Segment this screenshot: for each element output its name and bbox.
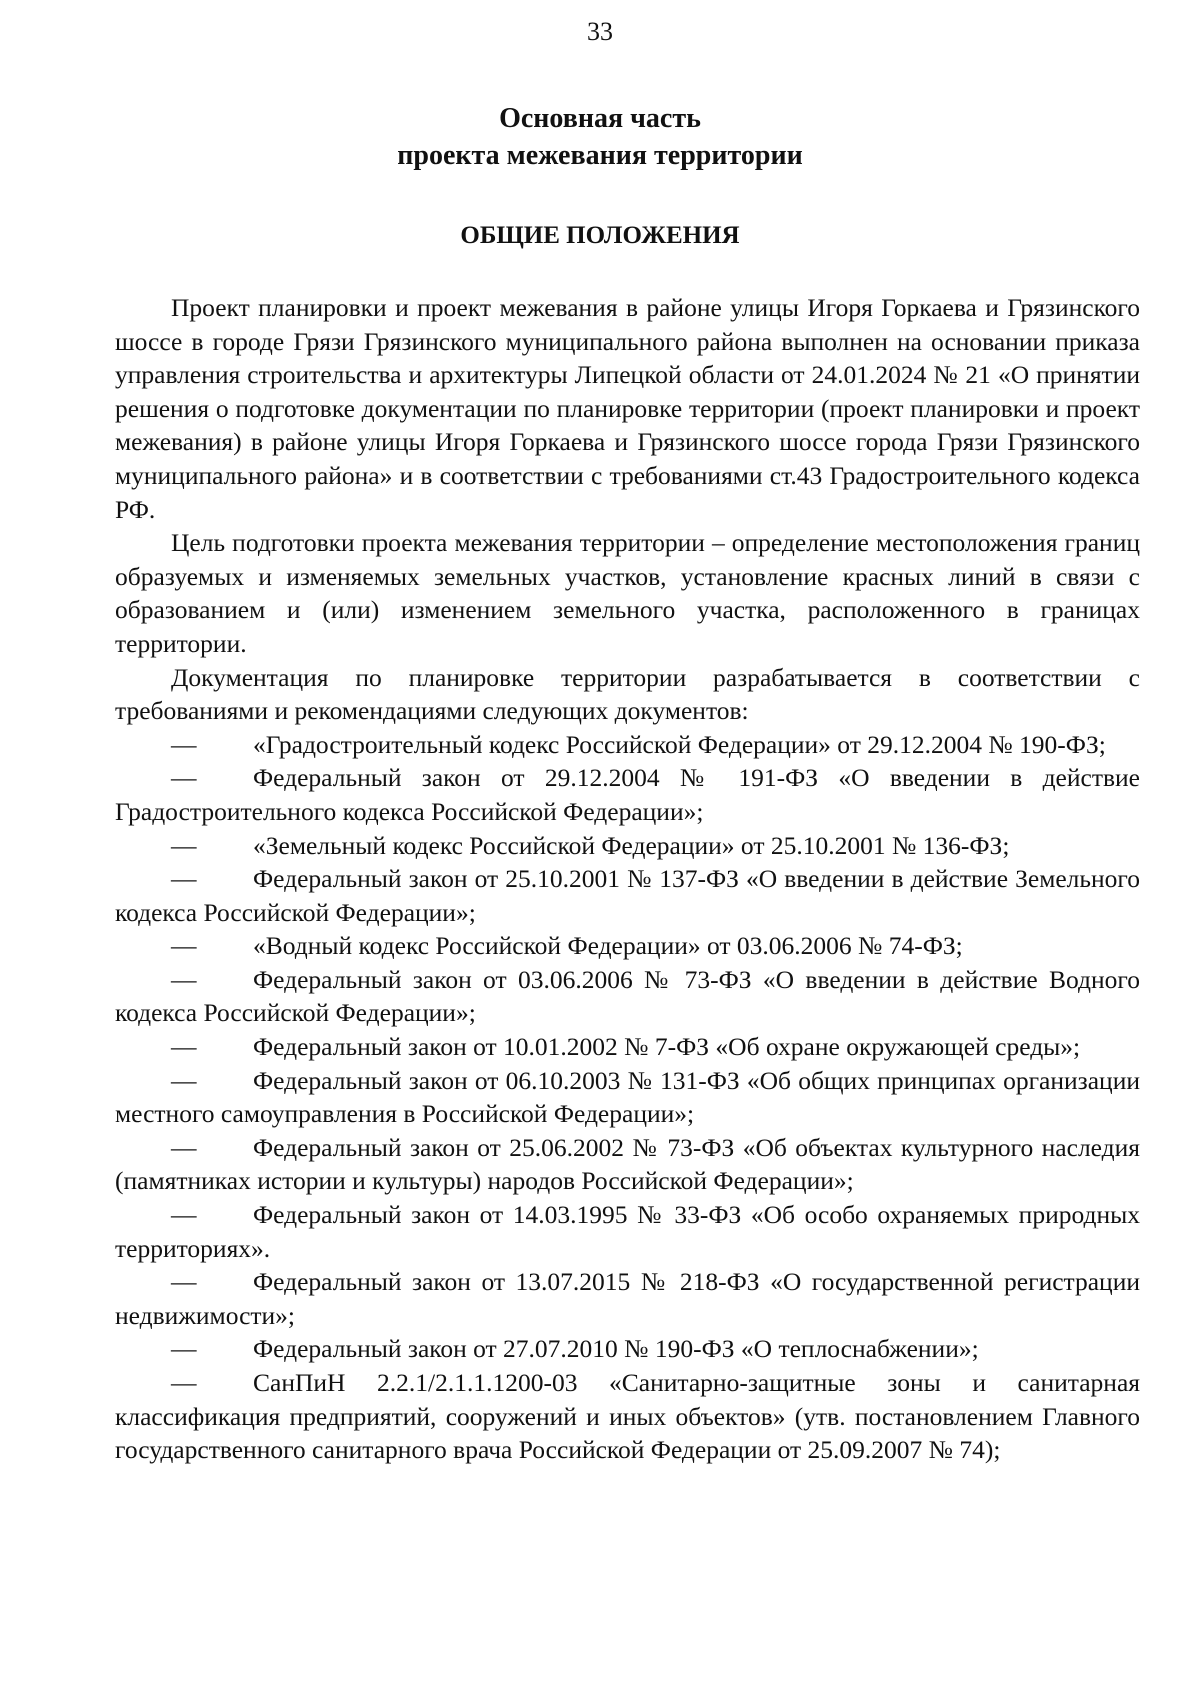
list-dash: — — [171, 1065, 197, 1095]
list-item — [115, 1366, 1140, 1467]
list-dash: — — [171, 1334, 197, 1364]
list-dash: — — [171, 1032, 197, 1062]
page-number: 33 — [587, 17, 613, 46]
list-item-text: СанПиН 2.2.1/2.1.1.1200-03 «Санитарно-защитные зоны и санитарная классификация предприятий, сооружений и иных объектов» (утв. постановлением Главного государственного санитарного врача Российской Федерации от 25.09.2007 № 74); — [115, 1368, 1140, 1465]
section-heading: ОБЩИЕ ПОЛОЖЕНИЯ — [460, 222, 740, 249]
list-dash: — — [171, 1132, 197, 1162]
document-body — [115, 291, 1140, 1467]
paragraph-3: Документация по планировке территории разрабатывается в соответствии с требованиями и рекомендациями следующих документов: — [115, 662, 1140, 726]
list-item-text: «Градостроительный кодекс Российской Федерации» от 29.12.2004 № 190-ФЗ; — [253, 729, 1106, 759]
list-item — [115, 929, 1140, 963]
list-item-text: Федеральный закон от 29.12.2004 № 191-ФЗ «О введении в действие Градостроительного кодекса Российской Федерации»; — [115, 763, 1140, 826]
title-line-1: Основная часть — [499, 103, 701, 134]
paragraph-2: Цель подготовки проекта межевания территории – определение местоположения границ образуемых и изменяемых земельных участков, установление красных линий в связи с образованием и (или) изменением земельного участка, расположенного в границах территории. — [115, 528, 1140, 658]
list-dash: — — [171, 1267, 197, 1297]
list-item-text: «Земельный кодекс Российской Федерации» от 25.10.2001 № 136-ФЗ; — [253, 830, 1010, 860]
title-line-2: проекта межевания территории — [397, 140, 803, 171]
list-item-text: Федеральный закон от 25.06.2002 № 73-ФЗ «Об объектах культурного наследия (памятниках истории и культуры) народов Российской Федерации»; — [115, 1132, 1140, 1196]
paragraph-1: Проект планировки и проект межевания в районе улицы Игоря Горкаева и Грязинского шоссе в городе Грязи Грязинского муниципального района выполнен на основании приказа управления строительства и архитектуры Липецкой области от 24.01.2024 № 21 «О принятии решения о подготовке документации по планировке территории (проект планировки и проект межевания) в районе улицы Игоря Горкаева и Грязинского шоссе города Грязи Грязинского муниципального района» и в соответствии с требованиями ст.43 Градостроительного кодекса РФ. — [115, 293, 1140, 524]
list-item — [115, 829, 1140, 863]
list-item-text: Федеральный закон от 06.10.2003 № 131-ФЗ «Об общих принципах организации местного самоуправления в Российской Федерации»; — [115, 1065, 1140, 1129]
list-item-text: Федеральный закон от 03.06.2006 № 73-ФЗ «О введении в действие Водного кодекса Российской Федерации»; — [115, 964, 1140, 1028]
list-item — [115, 1198, 1140, 1265]
list-item-text: Федеральный закон от 10.01.2002 № 7-ФЗ «Об охране окружающей среды»; — [253, 1032, 1081, 1062]
list-item — [115, 862, 1140, 929]
list-item — [115, 728, 1140, 762]
list-item — [115, 1131, 1140, 1198]
list-dash: — — [171, 830, 197, 860]
list-item — [115, 1064, 1140, 1131]
list-dash: — — [171, 1368, 197, 1397]
list-item-text: Федеральный закон от 14.03.1995 № 33-ФЗ «Об особо охраняемых природных территориях». — [115, 1200, 1140, 1263]
list-dash: — — [171, 763, 197, 793]
list-dash: — — [171, 729, 197, 759]
list-item-text: Федеральный закон от 27.07.2010 № 190-ФЗ «О теплоснабжении»; — [253, 1334, 979, 1364]
list-dash: — — [171, 931, 197, 961]
document-title — [0, 100, 1200, 174]
list-item — [115, 963, 1140, 1030]
list-dash: — — [171, 964, 197, 994]
list-item — [115, 1030, 1140, 1064]
list-dash: — — [171, 1200, 197, 1230]
list-item-text: Федеральный закон от 13.07.2015 № 218-ФЗ «О государственной регистрации недвижимости»; — [115, 1267, 1140, 1330]
list-item — [115, 1332, 1140, 1366]
list-item — [115, 761, 1140, 828]
list-item-text: «Водный кодекс Российской Федерации» от 03.06.2006 № 74-ФЗ; — [253, 931, 963, 961]
list-item — [115, 1265, 1140, 1332]
list-dash: — — [171, 864, 197, 894]
list-item-text: Федеральный закон от 25.10.2001 № 137-ФЗ «О введении в действие Земельного кодекса Российской Федерации»; — [115, 864, 1140, 927]
